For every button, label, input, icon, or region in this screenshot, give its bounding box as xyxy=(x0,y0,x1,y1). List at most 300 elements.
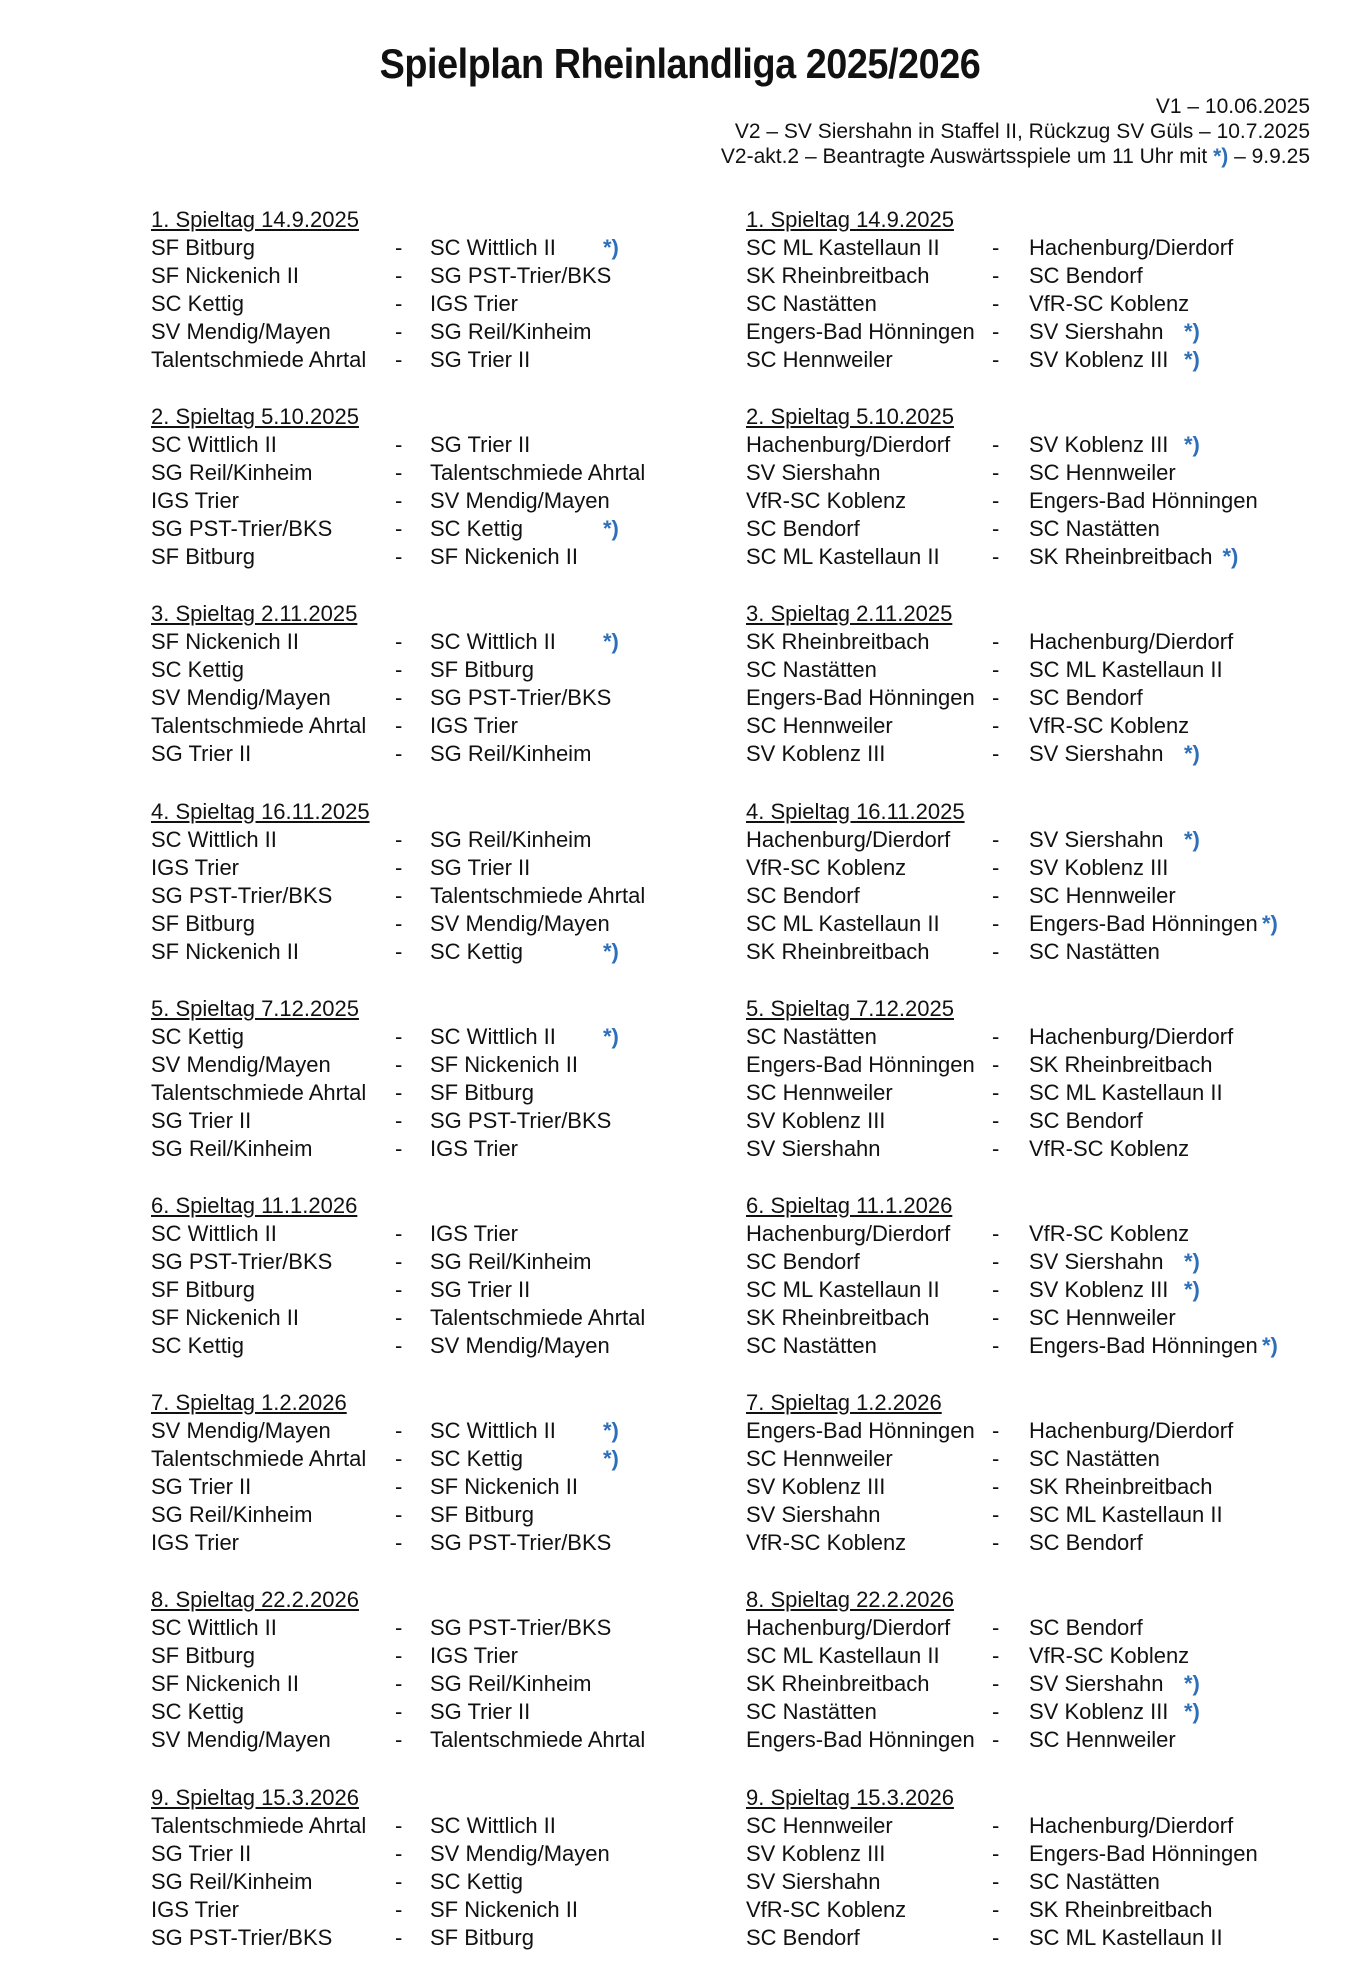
vs-separator: - xyxy=(395,1840,403,1866)
away-team: VfR-SC Koblenz xyxy=(1029,1135,1190,1161)
match-row xyxy=(151,1614,671,1642)
vs-separator: - xyxy=(395,1051,403,1077)
vs-separator: - xyxy=(992,263,1000,288)
home-team: SF Nickenich II xyxy=(151,263,299,288)
match-row xyxy=(746,431,1316,459)
match-row xyxy=(151,1220,671,1248)
early-kickoff-marker: *) xyxy=(1184,432,1200,458)
away-team: SK Rheinbreitbach *) xyxy=(1029,544,1239,570)
matchday-header: 2. Spieltag 5.10.2025 xyxy=(151,404,359,430)
vs-separator: - xyxy=(395,854,403,880)
vs-separator: - xyxy=(395,713,403,739)
early-kickoff-marker: *) xyxy=(1262,910,1278,936)
vs-separator: - xyxy=(395,657,403,683)
away-team: SC Wittlich II xyxy=(430,235,556,260)
home-team: Hachenburg/Dierdorf xyxy=(746,432,951,458)
away-team: SF Bitburg xyxy=(430,657,534,683)
away-team: SG Reil/Kinheim xyxy=(430,319,592,344)
away-team: SV Koblenz III xyxy=(1029,1276,1169,1302)
match-row xyxy=(746,1276,1316,1304)
vs-separator: - xyxy=(992,544,1000,570)
match-row xyxy=(746,1445,1316,1473)
match-row xyxy=(746,1529,1316,1557)
home-team: Talentschmiede Ahrtal xyxy=(151,1079,367,1105)
vs-separator: - xyxy=(395,910,403,936)
match-row xyxy=(746,826,1316,854)
vs-separator: - xyxy=(395,488,403,514)
match-row xyxy=(151,1417,671,1445)
away-team: SC Wittlich II xyxy=(430,1812,556,1838)
away-team: SK Rheinbreitbach xyxy=(1029,1896,1213,1922)
home-team: SV Mendig/Mayen xyxy=(151,685,331,711)
vs-separator: - xyxy=(395,741,403,767)
home-team: SG PST-Trier/BKS xyxy=(151,882,333,908)
away-team: SC Hennweiler xyxy=(1029,1727,1176,1753)
home-team: SC Kettig xyxy=(151,657,244,683)
matchday-header: 4. Spieltag 16.11.2025 xyxy=(746,798,965,824)
version-note-1: V1 – 10.06.2025 xyxy=(1155,95,1310,118)
vs-separator: - xyxy=(992,629,1000,655)
match-row xyxy=(151,346,671,374)
away-team: Engers-Bad Hönningen xyxy=(1029,1332,1258,1358)
matchday-block xyxy=(151,403,671,600)
away-team: SC Bendorf xyxy=(1029,1615,1143,1641)
matchday-block xyxy=(151,1586,671,1783)
match-row xyxy=(151,684,671,712)
home-team: SG Reil/Kinheim xyxy=(151,1868,313,1894)
vs-separator: - xyxy=(992,713,1000,739)
vs-separator: - xyxy=(992,882,1000,908)
version-note-2: V2 – SV Siershahn in Staffel II, Rückzug SV Güls – 10.7.2025 xyxy=(734,120,1310,143)
match-row xyxy=(746,1107,1316,1135)
vs-separator: - xyxy=(992,741,1000,767)
home-team: Hachenburg/Dierdorf xyxy=(746,1615,951,1641)
early-kickoff-marker: *) xyxy=(1184,826,1200,852)
early-kickoff-marker: *) xyxy=(1184,741,1200,767)
match-row xyxy=(746,346,1316,374)
vs-separator: - xyxy=(992,1332,1000,1358)
match-row xyxy=(151,515,671,543)
matchday-header: 9. Spieltag 15.3.2026 xyxy=(151,1784,359,1810)
match-row xyxy=(151,1079,671,1107)
home-team: SC Wittlich II xyxy=(151,826,277,852)
away-team: VfR-SC Koblenz xyxy=(1029,291,1190,316)
away-team: SG Reil/Kinheim xyxy=(430,1248,592,1274)
match-row xyxy=(151,1023,671,1051)
version-note-3: V2-akt.2 – Beantragte Auswärtsspiele um 11 Uhr mit *) – 9.9.25 xyxy=(720,145,1310,168)
match-row xyxy=(746,1473,1316,1501)
home-team: VfR-SC Koblenz xyxy=(746,1896,907,1922)
away-team: IGS Trier xyxy=(430,1643,519,1669)
matchday-block xyxy=(151,995,671,1192)
away-team: SG Trier II xyxy=(430,1699,531,1725)
away-team: SC Bendorf xyxy=(1029,1107,1143,1133)
vs-separator: - xyxy=(395,1220,403,1246)
match-row xyxy=(746,543,1316,571)
early-kickoff-marker: *) xyxy=(1184,1276,1200,1302)
early-kickoff-marker: *) xyxy=(1184,1699,1200,1725)
home-team: SC Hennweiler xyxy=(746,1446,893,1472)
vs-separator: - xyxy=(992,1671,1000,1697)
match-row xyxy=(746,1726,1316,1754)
away-team: SV Koblenz III xyxy=(1029,347,1169,372)
away-team: SV Koblenz III xyxy=(1029,1699,1169,1725)
away-team: SG Reil/Kinheim xyxy=(430,1671,592,1697)
vs-separator: - xyxy=(395,291,403,316)
matchday-header: 3. Spieltag 2.11.2025 xyxy=(151,601,358,627)
match-row xyxy=(746,290,1316,318)
home-team: Engers-Bad Hönningen xyxy=(746,1051,975,1077)
vs-separator: - xyxy=(395,1924,403,1950)
matchday-block xyxy=(151,1784,671,1981)
matchday-header: 8. Spieltag 22.2.2026 xyxy=(746,1587,954,1613)
away-team: SG Reil/Kinheim xyxy=(430,741,592,767)
home-team: SC ML Kastellaun II xyxy=(746,1276,940,1302)
vs-separator: - xyxy=(992,854,1000,880)
away-team: SG PST-Trier/BKS xyxy=(430,1615,612,1641)
home-team: SC Nastätten xyxy=(746,291,877,316)
home-team: SG Reil/Kinheim xyxy=(151,1135,313,1161)
matchday-block xyxy=(151,798,671,995)
away-team: Talentschmiede Ahrtal xyxy=(430,1727,646,1753)
vs-separator: - xyxy=(395,938,403,964)
away-team: Talentschmiede Ahrtal xyxy=(430,882,646,908)
early-kickoff-marker: *) xyxy=(1184,347,1200,372)
home-team: SV Siershahn xyxy=(746,1502,881,1528)
matchday-header: 9. Spieltag 15.3.2026 xyxy=(746,1784,954,1810)
vs-separator: - xyxy=(395,1474,403,1500)
home-team: SG Trier II xyxy=(151,1107,252,1133)
match-row xyxy=(746,1896,1316,1924)
away-team: SC Wittlich II xyxy=(430,629,556,655)
home-team: SF Nickenich II xyxy=(151,1304,299,1330)
early-kickoff-marker: *) xyxy=(603,1418,619,1444)
away-team: SG Trier II xyxy=(430,347,531,372)
vs-separator: - xyxy=(395,629,403,655)
home-team: Engers-Bad Hönningen xyxy=(746,685,975,711)
matchday-header: 5. Spieltag 7.12.2025 xyxy=(151,995,359,1021)
match-row xyxy=(746,1135,1316,1163)
match-row xyxy=(151,628,671,656)
match-row xyxy=(746,487,1316,515)
match-row xyxy=(151,1135,671,1163)
vs-separator: - xyxy=(395,1332,403,1358)
match-row xyxy=(151,882,671,910)
away-team: SV Koblenz III xyxy=(1029,432,1169,458)
vs-separator: - xyxy=(395,1502,403,1528)
early-kickoff-marker: *) xyxy=(603,938,619,964)
matchday-header: 6. Spieltag 11.1.2026 xyxy=(151,1192,358,1218)
vs-separator: - xyxy=(395,347,403,372)
match-row xyxy=(746,1023,1316,1051)
vs-separator: - xyxy=(395,882,403,908)
match-row xyxy=(746,740,1316,768)
vs-separator: - xyxy=(992,1699,1000,1725)
home-team: SG Reil/Kinheim xyxy=(151,1502,313,1528)
matchday-block xyxy=(746,798,1316,995)
home-team: SV Koblenz III xyxy=(746,1107,886,1133)
vs-separator: - xyxy=(395,1727,403,1753)
home-team: SC Nastätten xyxy=(746,1699,877,1725)
match-row xyxy=(746,910,1316,938)
away-team: SC Bendorf xyxy=(1029,263,1143,288)
vs-separator: - xyxy=(992,235,1000,260)
home-team: SK Rheinbreitbach xyxy=(746,629,930,655)
vs-separator: - xyxy=(395,685,403,711)
match-row xyxy=(746,515,1316,543)
home-team: SC Bendorf xyxy=(746,1248,860,1274)
match-row xyxy=(746,1501,1316,1529)
home-team: SV Siershahn xyxy=(746,1868,881,1894)
away-team: SF Nickenich II xyxy=(430,544,578,570)
match-row xyxy=(151,1529,671,1557)
home-team: SC Bendorf xyxy=(746,516,860,542)
away-team: SV Mendig/Mayen xyxy=(430,1840,610,1866)
vs-separator: - xyxy=(395,1643,403,1669)
matchday-block xyxy=(151,600,671,797)
away-team: SC Bendorf xyxy=(1029,685,1143,711)
vs-separator: - xyxy=(992,826,1000,852)
away-team: SC Hennweiler xyxy=(1029,882,1176,908)
match-row xyxy=(151,1924,671,1952)
match-row xyxy=(151,1304,671,1332)
matchday-header: 7. Spieltag 1.2.2026 xyxy=(746,1390,942,1416)
match-row xyxy=(746,882,1316,910)
matchday-block xyxy=(151,1192,671,1389)
away-team: Hachenburg/Dierdorf xyxy=(1029,235,1234,260)
match-row xyxy=(151,826,671,854)
home-team: SC Hennweiler xyxy=(746,1812,893,1838)
marker-legend: *) xyxy=(1213,145,1229,168)
vs-separator: - xyxy=(992,1502,1000,1528)
vs-separator: - xyxy=(395,1615,403,1641)
match-row xyxy=(151,318,671,346)
vs-separator: - xyxy=(992,319,1000,344)
home-team: SG Trier II xyxy=(151,1840,252,1866)
match-row xyxy=(151,1698,671,1726)
match-row xyxy=(746,1924,1316,1952)
match-row xyxy=(151,1473,671,1501)
away-team: SV Mendig/Mayen xyxy=(430,488,610,514)
away-team: IGS Trier xyxy=(430,1220,519,1246)
match-row xyxy=(746,1220,1316,1248)
away-team: SC Wittlich II xyxy=(430,1418,556,1444)
match-row xyxy=(151,1276,671,1304)
match-row xyxy=(746,684,1316,712)
match-row xyxy=(151,262,671,290)
home-team: Talentschmiede Ahrtal xyxy=(151,1812,367,1838)
vs-separator: - xyxy=(992,1276,1000,1302)
away-team: SG PST-Trier/BKS xyxy=(430,685,612,711)
vs-separator: - xyxy=(395,1276,403,1302)
vs-separator: - xyxy=(395,460,403,486)
away-team: SC Wittlich II xyxy=(430,1023,556,1049)
matchday-block xyxy=(746,995,1316,1192)
match-row xyxy=(151,1248,671,1276)
version-notes xyxy=(721,94,1310,169)
match-row xyxy=(746,1248,1316,1276)
vs-separator: - xyxy=(395,1699,403,1725)
home-team: SF Bitburg xyxy=(151,910,255,936)
early-kickoff-marker: *) xyxy=(1222,544,1239,570)
home-team: SC ML Kastellaun II xyxy=(746,1643,940,1669)
away-team: SV Siershahn xyxy=(1029,1671,1164,1697)
match-row xyxy=(746,318,1316,346)
match-row xyxy=(151,1840,671,1868)
away-team: SC ML Kastellaun II xyxy=(1029,657,1223,683)
away-team: SV Koblenz III xyxy=(1029,854,1169,880)
away-team: Hachenburg/Dierdorf xyxy=(1029,1023,1234,1049)
away-team: VfR-SC Koblenz xyxy=(1029,1643,1190,1669)
home-team: SC Kettig xyxy=(151,1023,244,1049)
home-team: IGS Trier xyxy=(151,1896,240,1922)
vs-separator: - xyxy=(395,1896,403,1922)
matchday-block xyxy=(746,1586,1316,1783)
early-kickoff-marker: *) xyxy=(1262,1332,1278,1358)
matchday-header: 3. Spieltag 2.11.2025 xyxy=(746,601,953,627)
home-team: Engers-Bad Hönningen xyxy=(746,1418,975,1444)
vs-separator: - xyxy=(992,1924,1000,1950)
vs-separator: - xyxy=(395,263,403,288)
vs-separator: - xyxy=(992,1418,1000,1444)
matchday-header: 4. Spieltag 16.11.2025 xyxy=(151,798,370,824)
away-team: SC Kettig xyxy=(430,1868,523,1894)
home-team: IGS Trier xyxy=(151,854,240,880)
early-kickoff-marker: *) xyxy=(603,1446,619,1472)
away-team: SF Nickenich II xyxy=(430,1474,578,1500)
match-row xyxy=(746,628,1316,656)
vs-separator: - xyxy=(992,1220,1000,1246)
early-kickoff-marker: *) xyxy=(603,516,619,542)
away-team: Engers-Bad Hönningen xyxy=(1029,1840,1258,1866)
match-row xyxy=(151,712,671,740)
vs-separator: - xyxy=(395,1304,403,1330)
matchday-block xyxy=(746,1389,1316,1586)
home-team: SG Reil/Kinheim xyxy=(151,460,313,486)
match-row xyxy=(746,854,1316,882)
vs-separator: - xyxy=(395,432,403,458)
home-team: SC ML Kastellaun II xyxy=(746,235,940,260)
home-team: SV Mendig/Mayen xyxy=(151,1727,331,1753)
vs-separator: - xyxy=(395,1135,403,1161)
home-team: VfR-SC Koblenz xyxy=(746,854,907,880)
matchday-block xyxy=(151,1389,671,1586)
vs-separator: - xyxy=(395,1446,403,1472)
away-team: SG Trier II xyxy=(430,432,531,458)
vs-separator: - xyxy=(992,432,1000,458)
away-team: SC Kettig xyxy=(430,1446,523,1472)
home-team: SG PST-Trier/BKS xyxy=(151,516,333,542)
early-kickoff-marker: *) xyxy=(1184,1671,1200,1697)
home-team: SF Bitburg xyxy=(151,235,255,260)
match-row xyxy=(746,234,1316,262)
away-team: SC Nastätten xyxy=(1029,1446,1160,1472)
match-row xyxy=(746,1051,1316,1079)
match-row xyxy=(746,1670,1316,1698)
away-team: IGS Trier xyxy=(430,291,519,316)
match-row xyxy=(151,656,671,684)
home-team: IGS Trier xyxy=(151,1530,240,1556)
matchday-block xyxy=(746,403,1316,600)
away-team: SF Nickenich II xyxy=(430,1051,578,1077)
home-team: SC Nastätten xyxy=(746,1023,877,1049)
vs-separator: - xyxy=(992,1079,1000,1105)
away-team: SC ML Kastellaun II xyxy=(1029,1079,1223,1105)
vs-separator: - xyxy=(992,516,1000,542)
match-row xyxy=(151,1868,671,1896)
away-team: SC Kettig xyxy=(430,516,523,542)
vs-separator: - xyxy=(992,910,1000,936)
matchday-block xyxy=(746,1192,1316,1389)
home-team: Talentschmiede Ahrtal xyxy=(151,347,367,372)
vs-separator: - xyxy=(992,1530,1000,1556)
away-team: SK Rheinbreitbach xyxy=(1029,1051,1213,1077)
away-team: SC Nastätten xyxy=(1029,516,1160,542)
match-row xyxy=(151,1445,671,1473)
match-row xyxy=(151,1107,671,1135)
vs-separator: - xyxy=(992,1446,1000,1472)
vs-separator: - xyxy=(992,1615,1000,1641)
match-row xyxy=(746,1698,1316,1726)
home-team: SV Koblenz III xyxy=(746,1474,886,1500)
home-team: SF Bitburg xyxy=(151,1643,255,1669)
vs-separator: - xyxy=(395,544,403,570)
home-team: SF Bitburg xyxy=(151,1276,255,1302)
matchday-block xyxy=(746,600,1316,797)
match-row xyxy=(151,854,671,882)
vs-separator: - xyxy=(992,460,1000,486)
match-row xyxy=(151,431,671,459)
home-team: Talentschmiede Ahrtal xyxy=(151,713,367,739)
early-kickoff-marker: *) xyxy=(603,235,619,260)
away-team: SV Siershahn xyxy=(1029,826,1164,852)
vs-separator: - xyxy=(395,235,403,260)
away-team: SK Rheinbreitbach xyxy=(1029,1474,1213,1500)
home-team: SV Koblenz III xyxy=(746,1840,886,1866)
home-team: Hachenburg/Dierdorf xyxy=(746,826,951,852)
vs-separator: - xyxy=(395,1079,403,1105)
away-team: SC Hennweiler xyxy=(1029,460,1176,486)
home-team: SC Kettig xyxy=(151,1332,244,1358)
home-team: SC Nastätten xyxy=(746,657,877,683)
vs-separator: - xyxy=(992,657,1000,683)
home-team: SG Trier II xyxy=(151,741,252,767)
away-team: Engers-Bad Hönningen xyxy=(1029,488,1258,514)
match-row xyxy=(746,938,1316,966)
home-team: SG PST-Trier/BKS xyxy=(151,1924,333,1950)
home-team: SC Hennweiler xyxy=(746,713,893,739)
matchday-block xyxy=(746,1784,1316,1981)
match-row xyxy=(746,1614,1316,1642)
home-team: SC ML Kastellaun II xyxy=(746,544,940,570)
page-title: Spielplan Rheinlandliga 2025/2026 xyxy=(379,40,981,87)
home-team: SC Bendorf xyxy=(746,1924,860,1950)
vs-separator: - xyxy=(395,1671,403,1697)
away-team: IGS Trier xyxy=(430,1135,519,1161)
home-team: SK Rheinbreitbach xyxy=(746,1671,930,1697)
away-team: SG Reil/Kinheim xyxy=(430,826,592,852)
match-row xyxy=(151,1642,671,1670)
early-kickoff-marker: *) xyxy=(603,1023,619,1049)
match-row xyxy=(746,712,1316,740)
vs-separator: - xyxy=(395,1418,403,1444)
matchday-header: 1. Spieltag 14.9.2025 xyxy=(746,207,954,232)
vs-separator: - xyxy=(395,1248,403,1274)
vs-separator: - xyxy=(992,1248,1000,1274)
match-row xyxy=(746,1812,1316,1840)
home-team: SC Hennweiler xyxy=(746,1079,893,1105)
match-row xyxy=(746,459,1316,487)
